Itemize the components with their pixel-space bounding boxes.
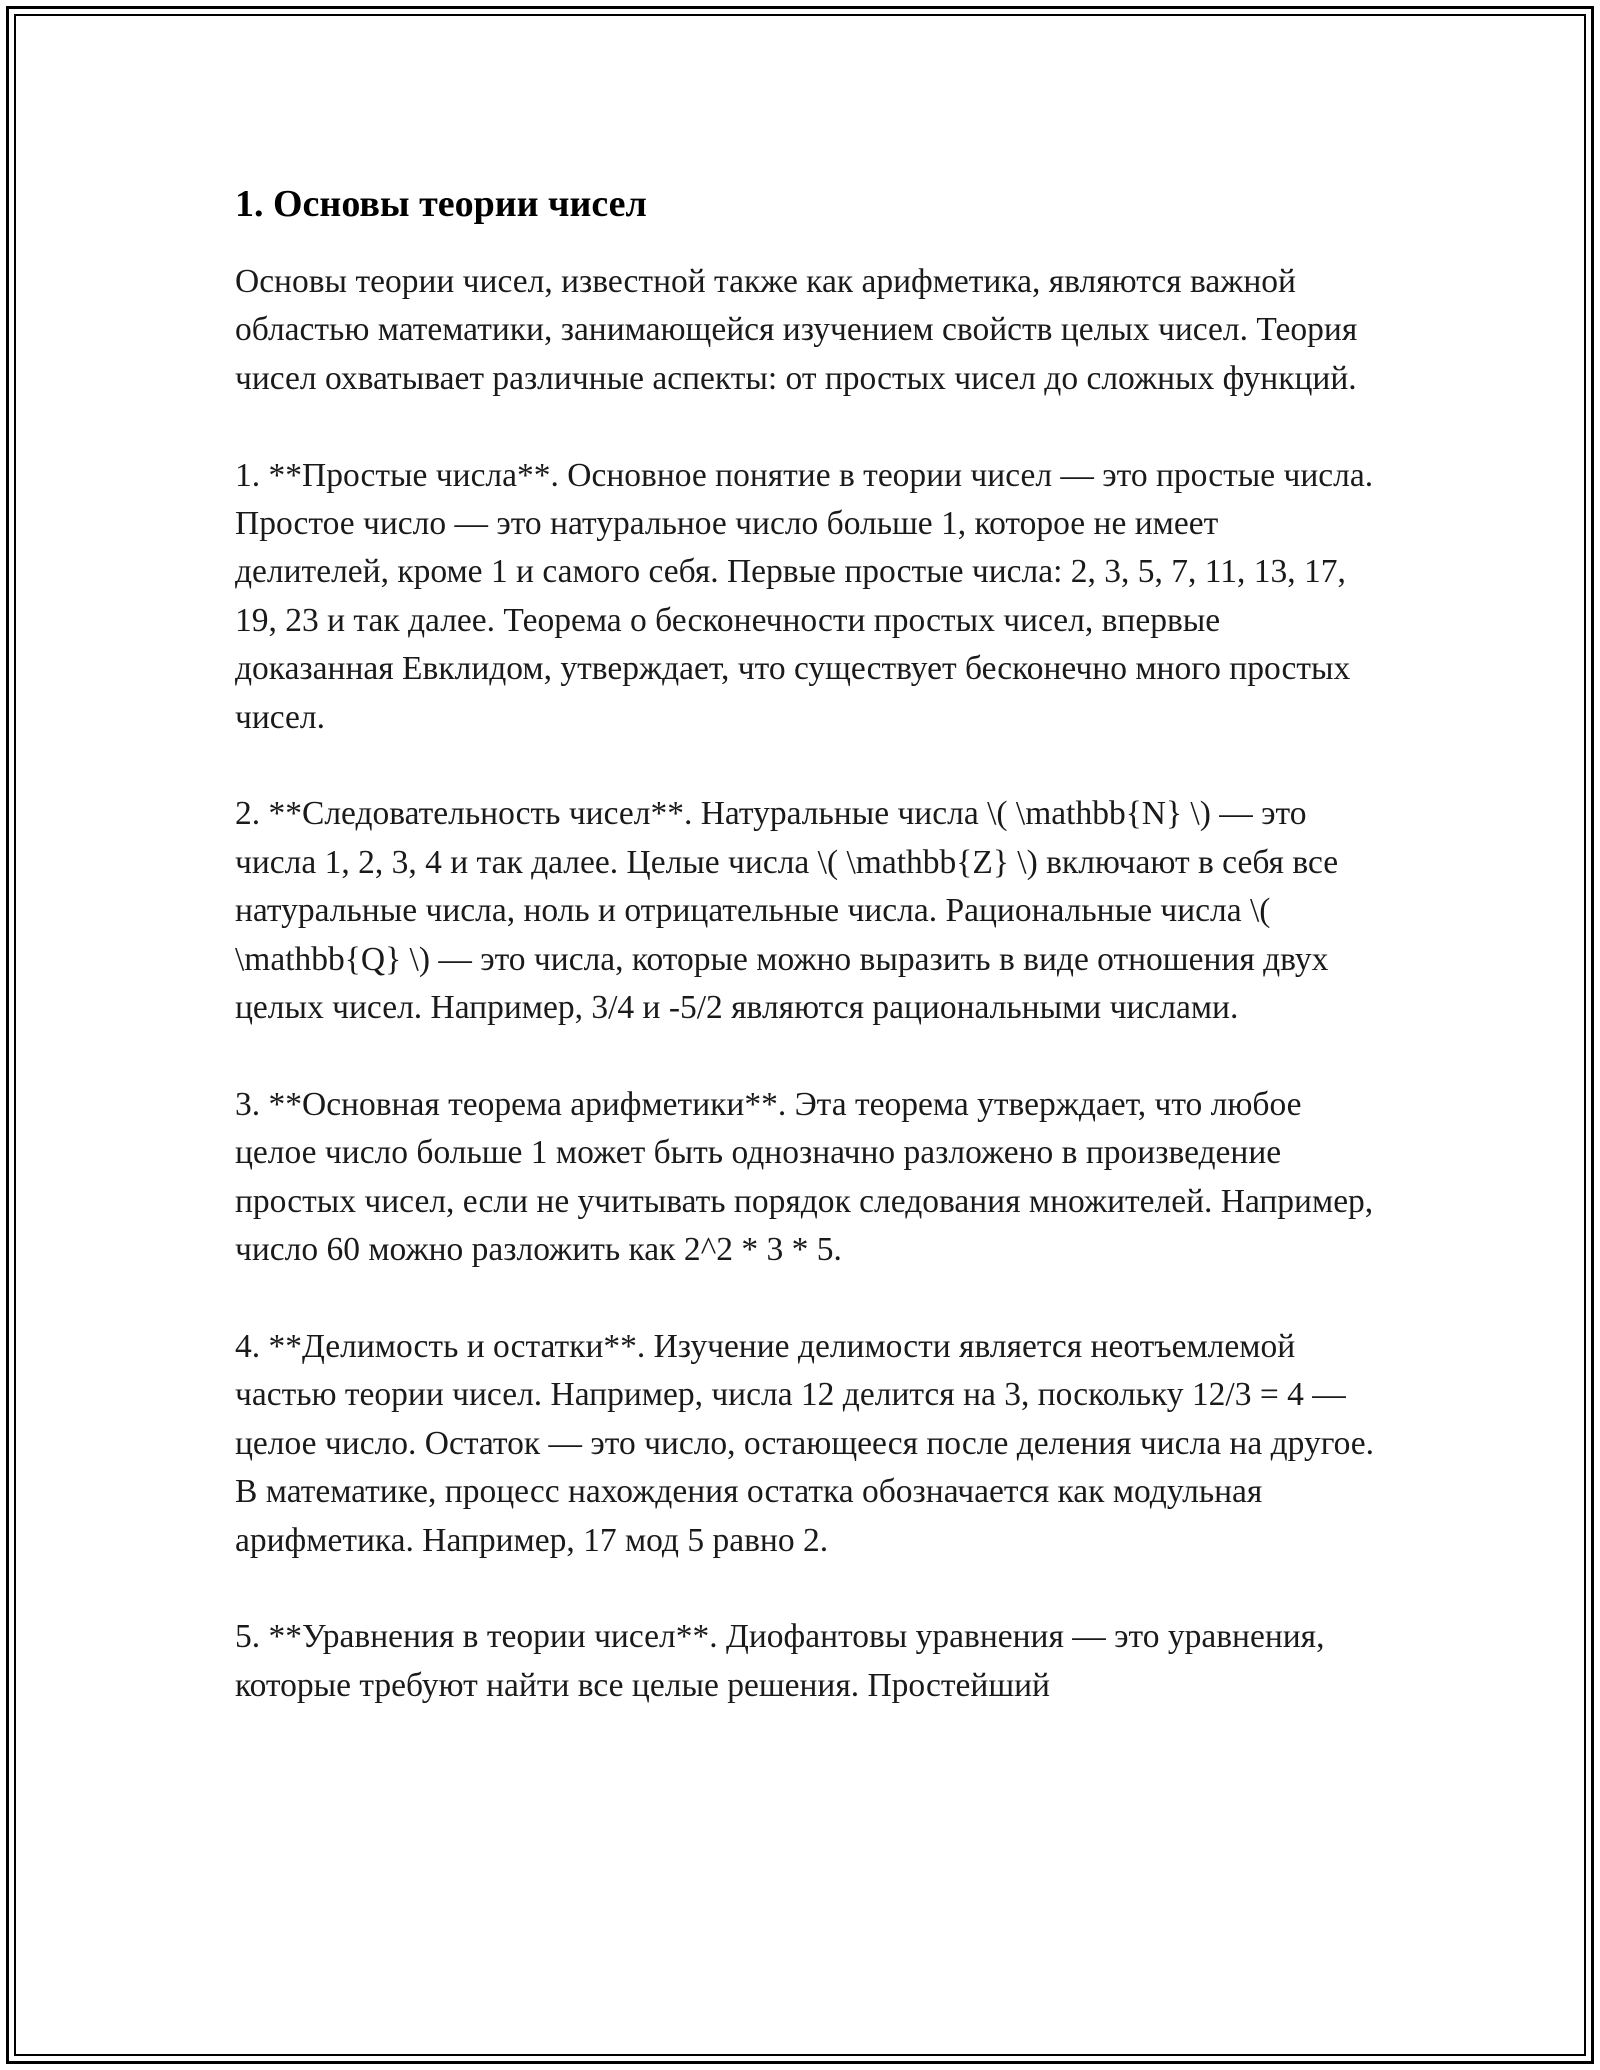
- document-body: [235, 180, 1380, 1759]
- section-heading: 1. Основы теории чисел: [235, 183, 647, 225]
- paragraph-fundamental-theorem: 3. **Основная теорема арифметики**. Эта теорема утверждает, что любое целое число больше 1 может быть однозначно разложено в произведение простых чисел, если не учитывать порядок следования множителей. Например, число 60 можно разложить как 2^2 * 3 * 5.: [235, 1085, 1374, 1269]
- paragraph-number-sequence: 2. **Следовательность чисел**. Натуральные числа \( \mathbb{N} \) — это числа 1, 2, 3, 4 и так далее. Целые числа \( \mathbb{Z} \) включают в себя все натуральные числа, ноль и отрицательные числа. Рациональные числа \( \mathbb{Q} \) — это числа, которые можно выразить в виде отношения двух целых чисел. Например, 3/4 и -5/2 являются рациональными числами.: [235, 795, 1339, 1027]
- paragraph-equations: 5. **Уравнения в теории чисел**. Диофантовы уравнения — это уравнения, которые требуют найти все целые решения. Простейший: [235, 1618, 1325, 1704]
- paragraph-prime-numbers: 1. **Простые числа**. Основное понятие в теории чисел — это простые числа. Простое число — это натуральное число больше 1, которое не имеет делителей, кроме 1 и самого себя. Первые простые числа: 2, 3, 5, 7, 11, 13, 17, 19, 23 и так далее. Теорема о бесконечности простых чисел, впервые доказанная Евклидом, утверждает, что существует бесконечно много простых чисел.: [235, 456, 1374, 736]
- paragraph-divisibility: 4. **Делимость и остатки**. Изучение делимости является неотъемлемой частью теории чисел. Например, числа 12 делится на 3, поскольку 12/3 = 4 — целое число. Остаток — это число, остающееся после деления числа на другое. В математике, процесс нахождения остатка обозначается как модульная арифметика. Например, 17 мод 5 равно 2.: [235, 1327, 1375, 1559]
- intro-paragraph: Основы теории чисел, известной также как арифметика, являются важной областью математики, занимающейся изучением свойств целых чисел. Теория чисел охватывает различные аспекты: от простых чисел до сложных функций.: [235, 263, 1358, 397]
